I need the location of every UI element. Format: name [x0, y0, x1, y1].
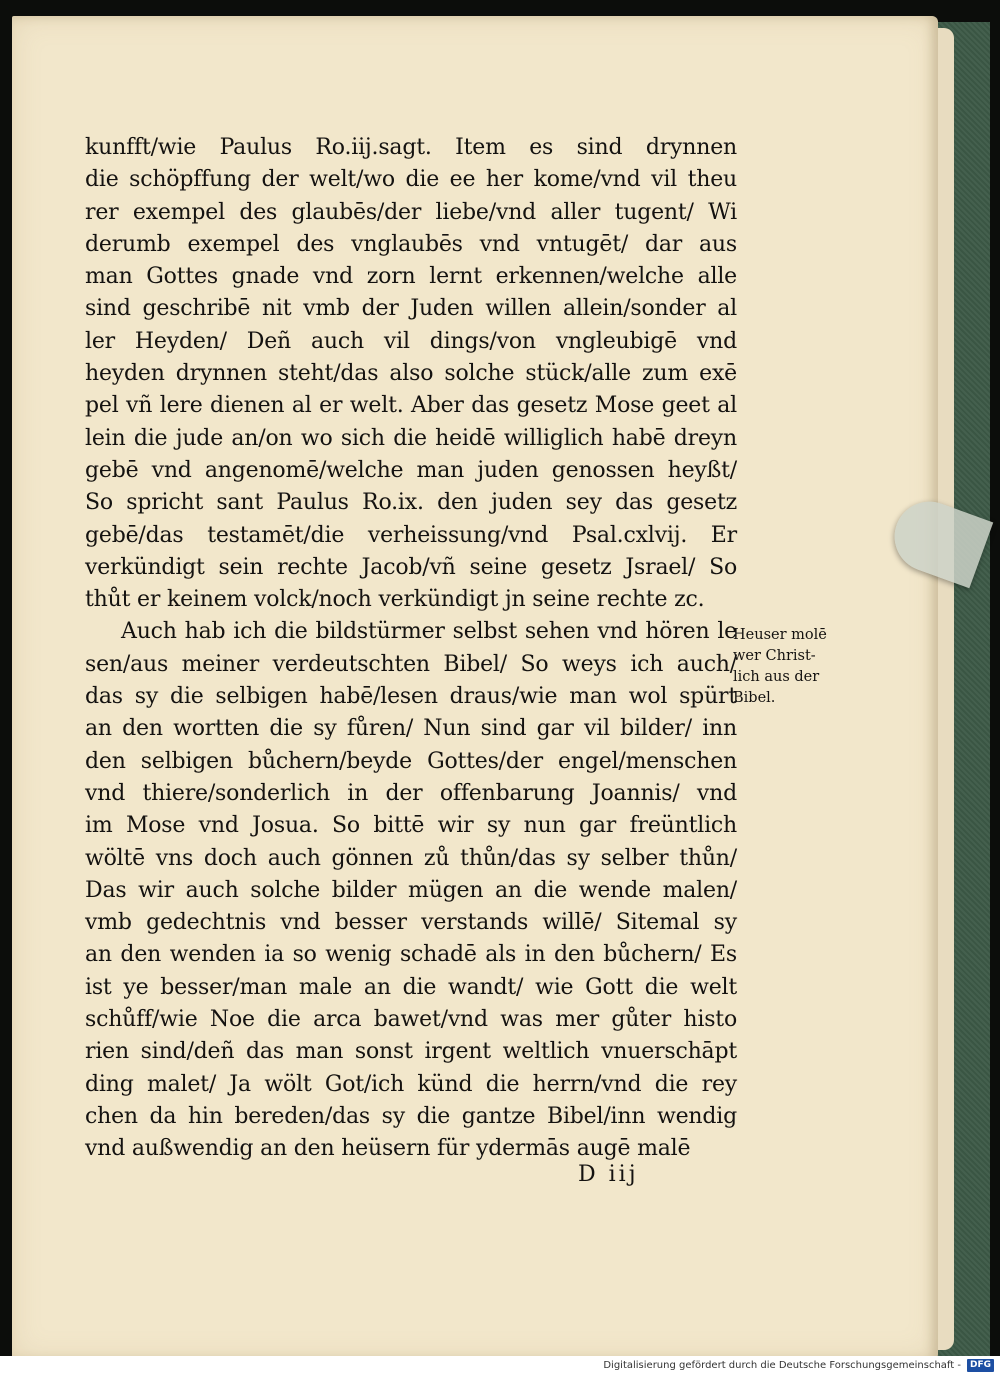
text-line: an den wortten die sy fůren/ Nun sind gar vil bilder/ inn — [85, 716, 737, 742]
body-text — [85, 132, 737, 1166]
marginal-note-line: Heuser molē — [733, 627, 827, 643]
text-line: derumb exempel des vnglaubēs vnd vntugēt/ dar aus — [85, 231, 737, 257]
text-line: pel vñ lere dienen al er welt. Aber das gesetz Mose geet al — [85, 393, 737, 419]
text-line: die schöpffung der welt/wo die ee her kome/vnd vil theu — [85, 167, 737, 193]
text-line: So spricht sant Paulus Ro.ix. den juden sey das gesetz — [85, 490, 737, 516]
signature-mark: D iij — [578, 1162, 639, 1187]
text-line: ding malet/ Ja wölt Got/ich künd die herrn/vnd die rey — [85, 1071, 737, 1097]
text-line: rer exempel des glaubēs/der liebe/vnd aller tugent/ Wi — [85, 199, 737, 225]
text-line: man Gottes gnade vnd zorn lernt erkennen/welche alle — [85, 264, 737, 290]
text-line: schůff/wie Noe die arca bawet/vnd was mer gůter histo — [85, 1007, 737, 1033]
text-line: den selbigen bůchern/beyde Gottes/der engel/menschen — [85, 748, 737, 774]
text-line: ler Heyden/ Deñ auch vil dings/von vngleubigē vnd — [85, 328, 737, 354]
text-line: im Mose vnd Josua. So bittē wir sy nun gar freüntlich — [85, 813, 737, 839]
text-line: vmb gedechtnis vnd besser verstands willē/ Sitemal sy — [85, 910, 737, 936]
text-line: heyden drynnen steht/das also solche stück/alle zum exē — [85, 361, 737, 387]
text-line: verkündigt sein rechte Jacob/vñ seine gesetz Jsrael/ So — [85, 554, 737, 580]
text-line: thůt er keinem volck/noch verkündigt jn seine rechte zc. — [85, 587, 705, 613]
text-line: Das wir auch solche bilder mügen an die wende malen/ — [85, 877, 737, 903]
text-line: sen/aus meiner verdeutschten Bibel/ So weys ich auch/ — [85, 651, 737, 677]
text-line: das sy die selbigen habē/lesen draus/wie man wol spürt — [85, 684, 737, 710]
text-line: gebē vnd angenomē/welche man juden genossen heyßt/ — [85, 457, 737, 483]
text-line: ist ye besser/man male an die wandt/ wie Gott die welt — [85, 974, 737, 1000]
text-line: Auch hab ich die bildstürmer selbst sehen vnd hören le — [121, 619, 737, 645]
text-line: vnd außwendig an den heüsern für ydermās augē malē — [85, 1136, 691, 1162]
text-line: wöltē vns doch auch gönnen zů thůn/das sy selber thůn/ — [85, 845, 737, 871]
text-line: an den wenden ia so wenig schadē als in den bůchern/ Es — [85, 942, 737, 968]
marginal-note-line: Bibel. — [733, 690, 776, 706]
text-line: vnd thiere/sonderlich in der offenbarung Joannis/ vnd — [85, 780, 737, 806]
text-line: rien sind/deñ das man sonst irgent weltlich vnuerschāpt — [85, 1039, 737, 1065]
marginal-note — [733, 625, 893, 709]
credit-text: Digitalisierung gefördert durch die Deutsche Forschungsgemeinschaft - — [603, 1360, 961, 1371]
text-line: kunfft/wie Paulus Ro.iij.sagt. Item es sind drynnen — [85, 135, 737, 160]
text-line: sind geschribē nit vmb der Juden willen allein/sonder al — [85, 296, 737, 322]
credit-bar — [0, 1356, 1000, 1375]
text-line: gebē/das testamēt/die verheissung/vnd Psal.cxlvij. Er — [85, 522, 737, 548]
marginal-note-line: lich aus der — [733, 669, 820, 685]
marginal-note-line: wer Christ- — [733, 648, 816, 664]
text-line: chen da hin bereden/das sy die gantze Bibel/inn wendig — [85, 1103, 737, 1129]
dfg-logo: DFG — [967, 1359, 994, 1372]
text-line: lein die jude an/on wo sich die heidē williglich habē dreyn — [85, 425, 737, 451]
